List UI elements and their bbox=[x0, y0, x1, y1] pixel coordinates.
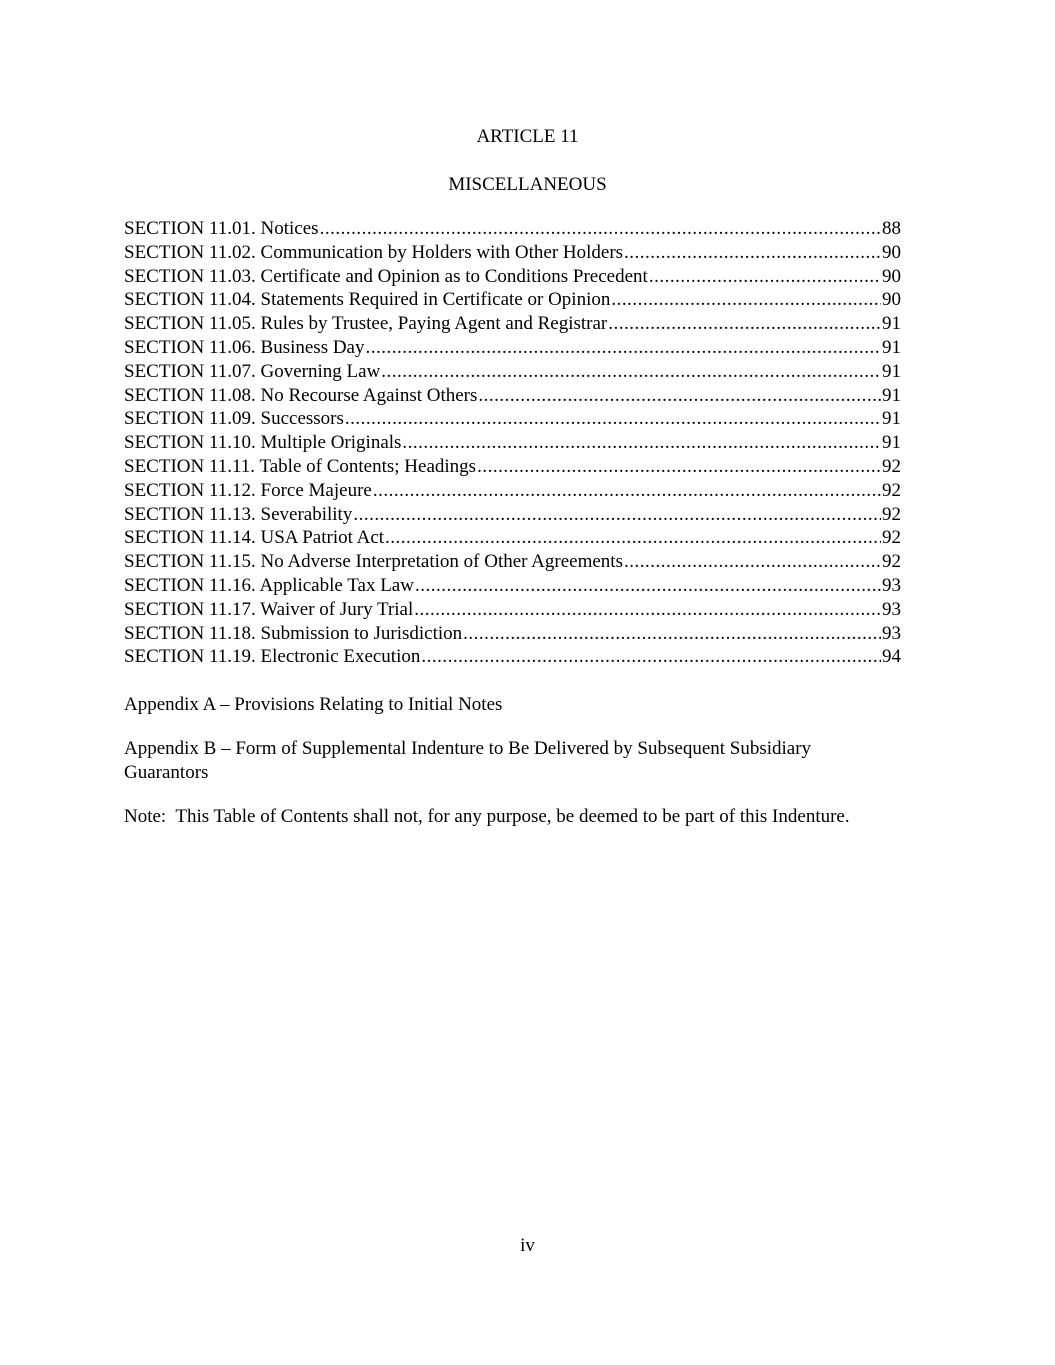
appendix-a-entry: Appendix A – Provisions Relating to Initial Notes bbox=[124, 694, 503, 715]
toc-dot-leader bbox=[381, 361, 881, 383]
toc-entry bbox=[124, 385, 901, 409]
toc-entry bbox=[124, 456, 901, 480]
toc-entry bbox=[124, 242, 901, 266]
toc-entry bbox=[124, 480, 901, 504]
toc-entry-label: SECTION 11.17. Waiver of Jury Trial bbox=[124, 598, 414, 620]
toc-entry bbox=[124, 551, 901, 575]
toc-dot-leader bbox=[649, 266, 881, 288]
toc-entry-page: 92 bbox=[882, 503, 901, 525]
toc-dot-leader bbox=[320, 218, 881, 240]
toc-entry-page: 92 bbox=[882, 527, 901, 549]
toc-entry-page: 90 bbox=[882, 289, 901, 311]
toc-entry-page: 91 bbox=[882, 432, 901, 454]
toc-dot-leader bbox=[385, 527, 881, 549]
toc-entry-page: 92 bbox=[882, 455, 901, 477]
article-subtitle: MISCELLANEOUS bbox=[448, 174, 607, 195]
toc-entry-label: SECTION 11.12. Force Majeure bbox=[124, 479, 372, 501]
page-number: iv bbox=[520, 1235, 535, 1256]
toc-dot-leader bbox=[478, 385, 881, 407]
toc-dot-leader bbox=[463, 623, 881, 645]
toc-entry bbox=[124, 646, 901, 670]
toc-entry-label: SECTION 11.14. USA Patriot Act bbox=[124, 527, 385, 549]
toc-entry-label: SECTION 11.01. Notices bbox=[124, 218, 319, 239]
toc-entry-page: 91 bbox=[882, 360, 901, 382]
toc-entry-page: 90 bbox=[882, 265, 901, 287]
toc-entry-page: 93 bbox=[882, 622, 901, 644]
toc-entry-label: SECTION 11.18. Submission to Jurisdiction bbox=[124, 622, 463, 644]
appendix-b-entry: Appendix B – Form of Supplemental Indenture to Be Delivered by Subsequent Subsidiary Guarantors bbox=[124, 738, 812, 783]
toc-entry-label: SECTION 11.15. No Adverse Interpretation of Other Agreements bbox=[124, 551, 623, 573]
toc-dot-leader bbox=[366, 337, 882, 359]
toc-entry bbox=[124, 527, 901, 551]
toc-entry-label: SECTION 11.02. Communication by Holders with Other Holders bbox=[124, 241, 624, 263]
toc-entry-label: SECTION 11.09. Successors bbox=[124, 408, 344, 430]
toc-entry bbox=[124, 218, 901, 242]
toc-dot-leader bbox=[624, 551, 881, 573]
article-title: ARTICLE 11 bbox=[476, 126, 579, 147]
toc-entry-label: SECTION 11.04. Statements Required in Certificate or Opinion bbox=[124, 289, 611, 311]
toc-dot-leader bbox=[624, 242, 881, 264]
toc-entry-page: 91 bbox=[882, 336, 901, 358]
toc-entry bbox=[124, 313, 901, 337]
toc-entry-page: 93 bbox=[882, 598, 901, 620]
toc-dot-leader bbox=[415, 575, 881, 597]
toc-entry bbox=[124, 623, 901, 647]
toc-dot-leader bbox=[611, 289, 881, 311]
toc-entry-page: 91 bbox=[882, 384, 901, 406]
toc-dot-leader bbox=[421, 646, 881, 668]
toc-note: Note: This Table of Contents shall not, for any purpose, be deemed to be part of this Indenture. bbox=[124, 806, 850, 827]
toc-entry-page: 92 bbox=[882, 479, 901, 501]
toc-entry-page: 94 bbox=[882, 646, 901, 668]
toc-dot-leader bbox=[402, 432, 881, 454]
toc-entry-label: SECTION 11.03. Certificate and Opinion as to Conditions Precedent bbox=[124, 265, 648, 287]
toc-entry-label: SECTION 11.19. Electronic Execution bbox=[124, 646, 421, 668]
toc-entry bbox=[124, 599, 901, 623]
toc-entry-page: 93 bbox=[882, 574, 901, 596]
toc-entry-page: 88 bbox=[882, 218, 901, 239]
toc-entry-label: SECTION 11.11. Table of Contents; Headings bbox=[124, 455, 477, 477]
table-of-contents bbox=[124, 218, 901, 670]
toc-entry-label: SECTION 11.07. Governing Law bbox=[124, 360, 381, 382]
toc-dot-leader bbox=[414, 599, 881, 621]
toc-entry-label: SECTION 11.06. Business Day bbox=[124, 336, 365, 358]
toc-dot-leader bbox=[353, 504, 881, 526]
toc-entry bbox=[124, 575, 901, 599]
toc-dot-leader bbox=[345, 408, 881, 430]
toc-entry bbox=[124, 266, 901, 290]
toc-entry bbox=[124, 361, 901, 385]
toc-entry-label: SECTION 11.05. Rules by Trustee, Paying Agent and Registrar bbox=[124, 313, 608, 335]
toc-entry-page: 91 bbox=[882, 408, 901, 430]
toc-entry bbox=[124, 289, 901, 313]
toc-entry-label: SECTION 11.08. No Recourse Against Others bbox=[124, 384, 478, 406]
toc-entry bbox=[124, 408, 901, 432]
toc-entry-label: SECTION 11.13. Severability bbox=[124, 503, 353, 525]
toc-entry-page: 91 bbox=[882, 313, 901, 335]
toc-entry bbox=[124, 504, 901, 528]
toc-entry bbox=[124, 337, 901, 361]
toc-dot-leader bbox=[373, 480, 881, 502]
toc-entry-label: SECTION 11.10. Multiple Originals bbox=[124, 432, 402, 454]
toc-entry bbox=[124, 432, 901, 456]
toc-dot-leader bbox=[477, 456, 881, 478]
toc-entry-label: SECTION 11.16. Applicable Tax Law bbox=[124, 574, 414, 596]
toc-dot-leader bbox=[608, 313, 881, 335]
toc-entry-page: 92 bbox=[882, 551, 901, 573]
toc-entry-page: 90 bbox=[882, 241, 901, 263]
